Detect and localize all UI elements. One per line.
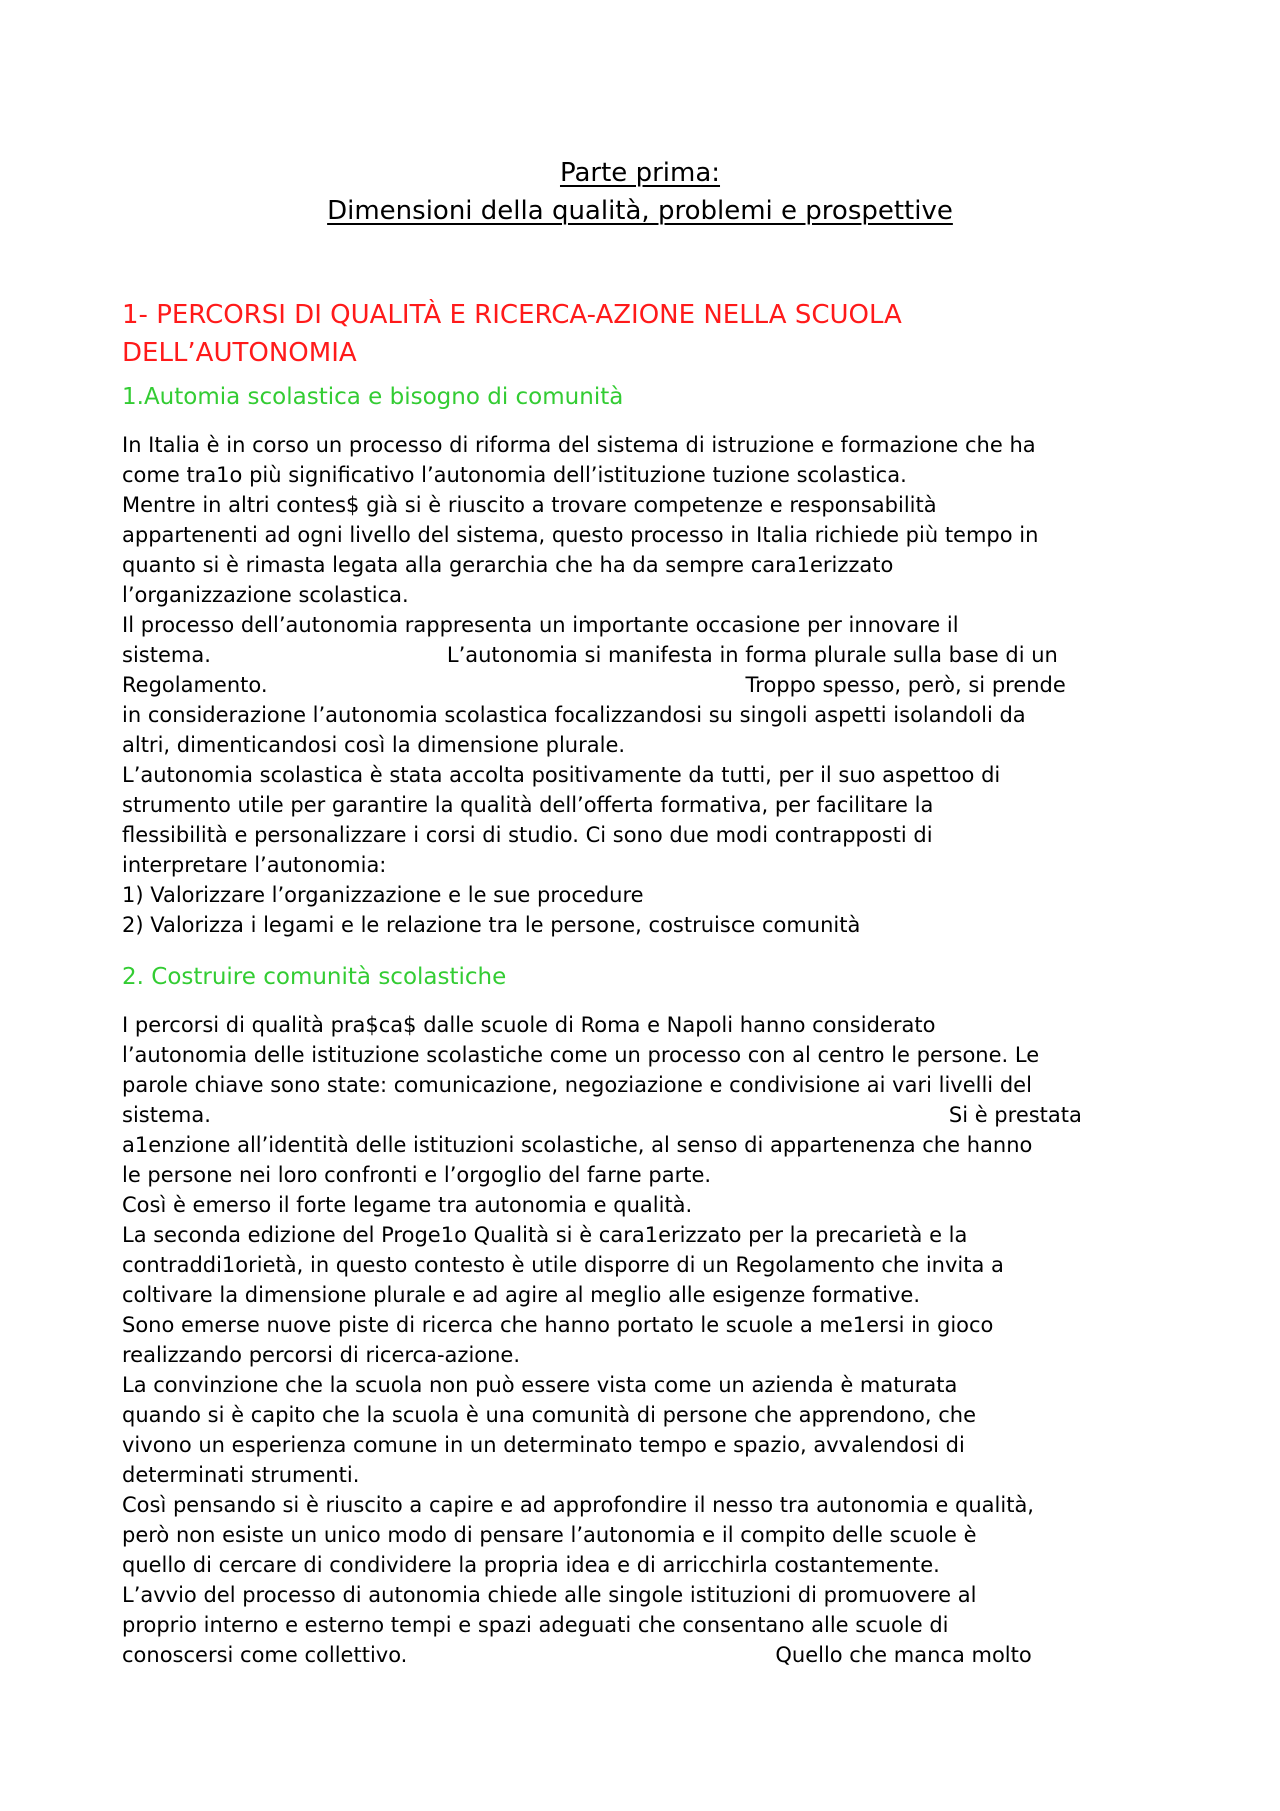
- list-item: 1) Valorizzare l’organizzazione e le sue procedure: [122, 883, 644, 907]
- text-line: quello di cercare di condividere la propria idea e di arricchirla costantemente.: [122, 1553, 940, 1577]
- text-line: Troppo spesso, però, si prende: [745, 673, 1066, 697]
- text-line: Mentre in altri contes$ già si è riuscito a trovare competenze e responsabilità: [122, 493, 937, 517]
- text-line: conoscersi come collettivo.: [122, 1643, 408, 1667]
- subsection-1-heading: 1.Automia scolastica e bisogno di comunità: [122, 384, 624, 410]
- subsection-2-paragraph: [122, 1010, 1172, 1670]
- text-line: Regolamento.: [122, 673, 268, 697]
- text-line: Si è prestata: [948, 1103, 1082, 1127]
- text-line: le persone nei loro confronti e l’orgoglio del farne parte.: [122, 1163, 712, 1187]
- text-line: La seconda edizione del Proge1o Qualità si è cara1erizzato per la precarietà e la: [122, 1223, 968, 1247]
- text-line: sistema.: [122, 643, 211, 667]
- section-heading: [122, 296, 1172, 372]
- text-line: Quello che manca molto: [775, 1643, 1032, 1667]
- text-line: altri, dimenticandosi così la dimensione plurale.: [122, 733, 626, 757]
- text-line: Sono emerse nuove piste di ricerca che hanno portato le scuole a me1ersi in gioco: [122, 1313, 994, 1337]
- text-line: in considerazione l’autonomia scolastica focalizzandosi su singoli aspetti isolandoli da: [122, 703, 1026, 727]
- document-title: [0, 154, 1280, 230]
- subsection-2-heading: 2. Costruire comunità scolastiche: [122, 964, 507, 990]
- text-line: quando si è capito che la scuola è una comunità di persone che apprendono, che: [122, 1403, 977, 1427]
- text-line: L’autonomia scolastica è stata accolta positivamente da tutti, per il suo aspettoo di: [122, 763, 1001, 787]
- text-line: proprio interno e esterno tempi e spazi adeguati che consentano alle scuole di: [122, 1613, 949, 1637]
- text-line: coltivare la dimensione plurale e ad agire al meglio alle esigenze formative.: [122, 1283, 920, 1307]
- text-line: La convinzione che la scuola non può essere vista come un azienda è maturata: [122, 1373, 958, 1397]
- section-heading-line-2: DELL’AUTONOMIA: [122, 338, 357, 368]
- text-line: a1enzione all’identità delle istituzioni scolastiche, al senso di appartenenza che hanno: [122, 1133, 1033, 1157]
- text-line: Così pensando si è riuscito a capire e ad approfondire il nesso tra autonomia e qualità,: [122, 1493, 1034, 1517]
- title-line-2: Dimensioni della qualità, problemi e prospettive: [327, 196, 953, 226]
- text-line: appartenenti ad ogni livello del sistema, questo processo in Italia richiede più tempo in: [122, 523, 1039, 547]
- text-line: Così è emerso il forte legame tra autonomia e qualità.: [122, 1193, 693, 1217]
- text-line: determinati strumenti.: [122, 1463, 360, 1487]
- text-line: come tra1o più significativo l’autonomia dell’istituzione tuzione scolastica.: [122, 463, 907, 487]
- list-item: 2) Valorizza i legami e le relazione tra le persone, costruisce comunità: [122, 913, 861, 937]
- text-line: realizzando percorsi di ricerca-azione.: [122, 1343, 521, 1367]
- text-line: contraddi1orietà, in questo contesto è utile disporre di un Regolamento che invita a: [122, 1253, 1004, 1277]
- text-line: Il processo dell’autonomia rappresenta un importante occasione per innovare il: [122, 613, 959, 637]
- subsection-1-paragraph: [122, 430, 1172, 940]
- text-line: l’organizzazione scolastica.: [122, 583, 409, 607]
- text-line: I percorsi di qualità pra$ca$ dalle scuole di Roma e Napoli hanno considerato: [122, 1013, 936, 1037]
- section-heading-line-1: 1- PERCORSI DI QUALITÀ E RICERCA-AZIONE NELLA SCUOLA: [122, 300, 902, 330]
- text-line: quanto si è rimasta legata alla gerarchia che ha da sempre cara1erizzato: [122, 553, 894, 577]
- text-line: In Italia è in corso un processo di riforma del sistema di istruzione e formazione che ha: [122, 433, 1036, 457]
- text-line: vivono un esperienza comune in un determinato tempo e spazio, avvalendosi di: [122, 1433, 965, 1457]
- text-line: L’autonomia si manifesta in forma plurale sulla base di un: [446, 643, 1058, 667]
- title-line-1: Parte prima:: [559, 158, 721, 188]
- text-line: l’autonomia delle istituzione scolastiche come un processo con al centro le persone. Le: [122, 1043, 1040, 1067]
- text-line: strumento utile per garantire la qualità dell’offerta formativa, per facilitare la: [122, 793, 934, 817]
- text-line: L’avvio del processo di autonomia chiede alle singole istituzioni di promuovere al: [122, 1583, 977, 1607]
- document-body: [122, 296, 1172, 1670]
- text-line: flessibilità e personalizzare i corsi di studio. Ci sono due modi contrapposti di: [122, 823, 933, 847]
- text-line: però non esiste un unico modo di pensare l’autonomia e il compito delle scuole è: [122, 1523, 977, 1547]
- text-line: sistema.: [122, 1103, 211, 1127]
- text-line: parole chiave sono state: comunicazione, negoziazione e condivisione ai vari livelli del: [122, 1073, 1032, 1097]
- text-line: interpretare l’autonomia:: [122, 853, 387, 877]
